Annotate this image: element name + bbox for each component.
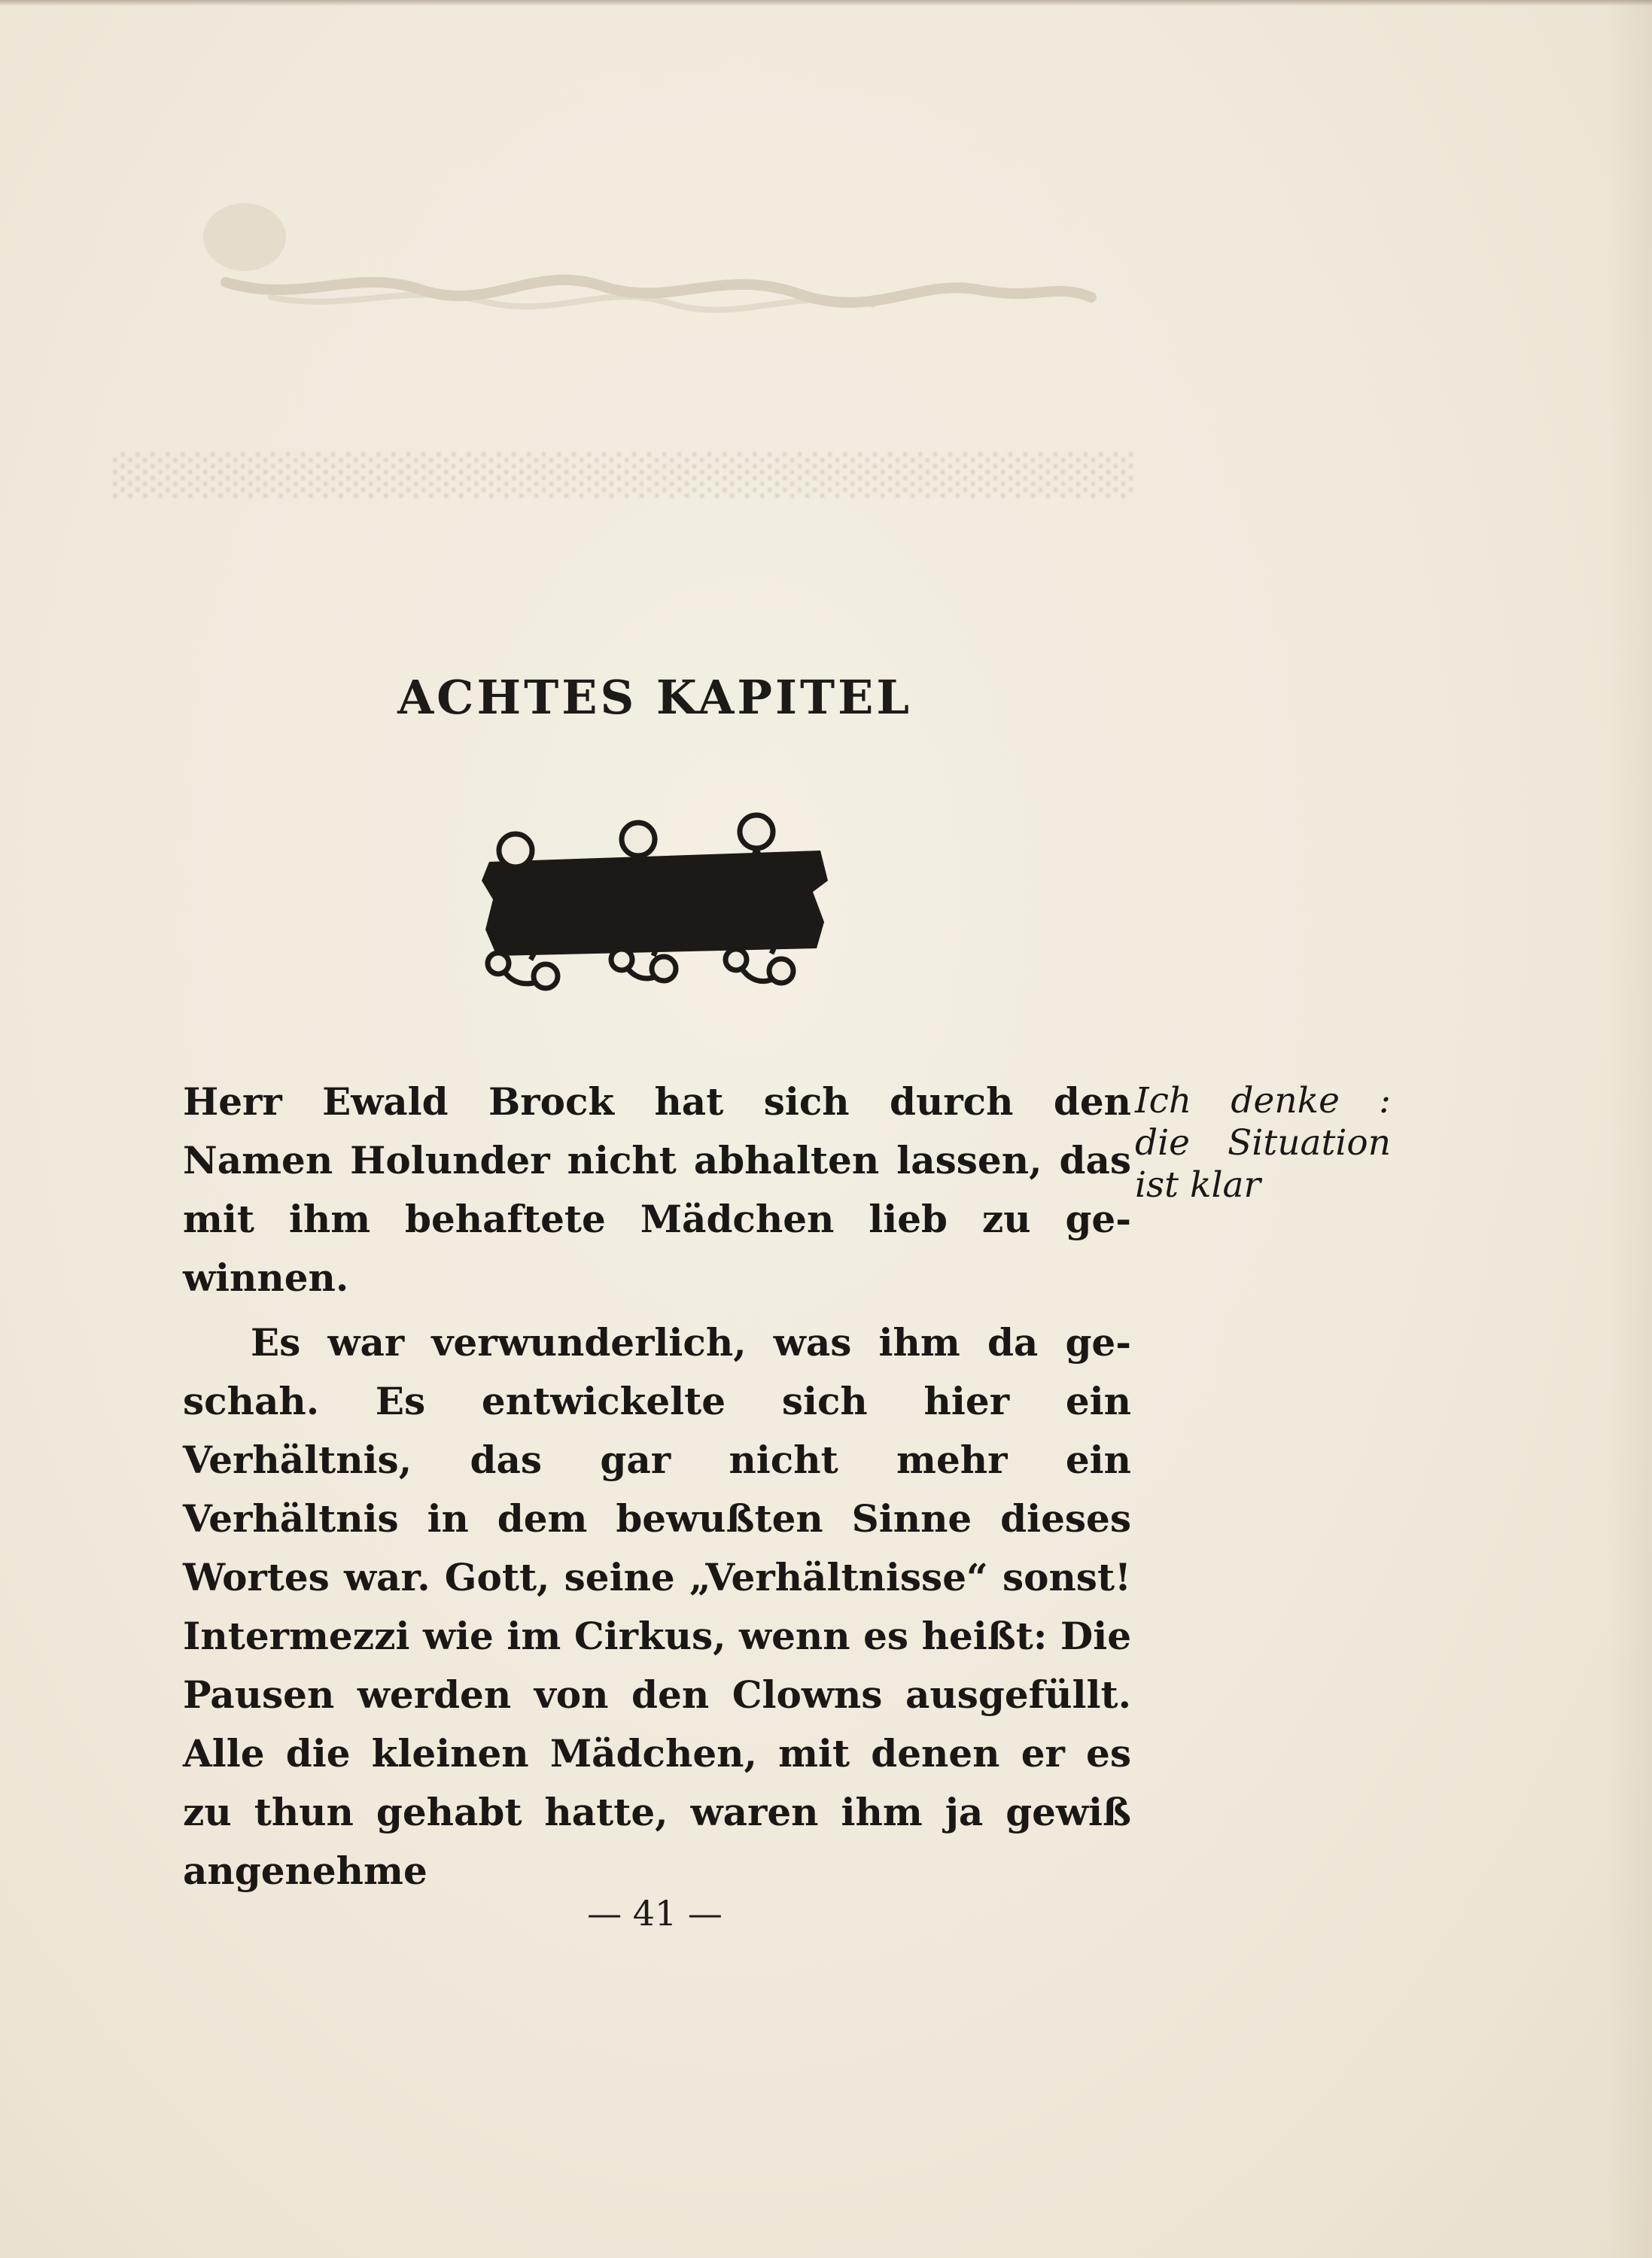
margin-note-line-3: ist klar bbox=[1135, 1164, 1261, 1206]
bleed-through-text: ░░░░░░░░░░░░░░░░░░░░░░░░░░░░░░░░░░ bbox=[109, 453, 1133, 498]
margin-note bbox=[1135, 1080, 1391, 1207]
paragraph-1: Herr Ewald Brock hat sich durch den Namen Holunder nicht abhalten lassen, das mit ihm behaftete Mädchen lieb zu ge- winnen. bbox=[183, 1079, 1131, 1300]
margin-note-line-1: Ich denke : bbox=[1135, 1080, 1391, 1121]
paragraph-2: Es war verwunderlich, was ihm da ge- schah. Es entwickelte sich hier ein Verhältnis, das gar nicht mehr ein Verhältnis in dem bewußten Sinne dieses Wortes war. Gott, seine „Verhältnisse“ sonst! Intermezzi wie im Cirkus, wenn es heißt: Die Pausen werden von den Clowns ausgefüllt. Alle die kleinen Mädchen, mit denen er es zu thun gehabt hatte, waren ihm ja gewiß angenehme bbox=[183, 1320, 1131, 1893]
page-edge-shadow bbox=[1607, 0, 1652, 2258]
margin-note-line-2: die Situation bbox=[1135, 1122, 1391, 1164]
page-top-edge bbox=[0, 0, 1652, 6]
faded-wave-vignette bbox=[181, 192, 1099, 327]
page-number: — 41 — bbox=[587, 1893, 723, 1934]
coat-hook-rack-illustration bbox=[474, 809, 835, 1001]
chapter-heading: ACHTES KAPITEL bbox=[397, 670, 912, 725]
body-text bbox=[183, 1073, 1131, 1900]
